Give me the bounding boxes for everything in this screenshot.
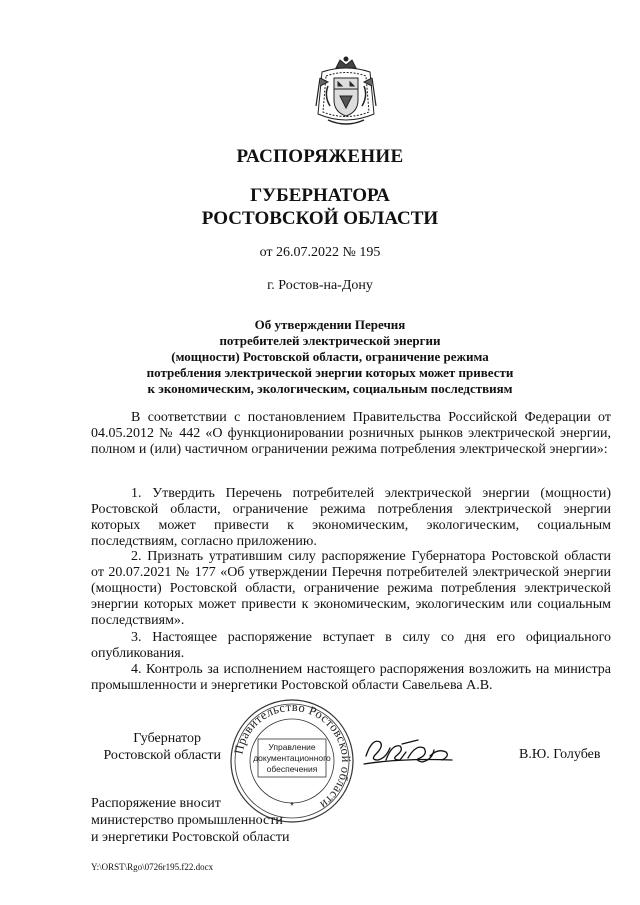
clause-1-paragraph: 1. Утвердить Перечень потребителей электрической энергии (мощности) Ростовской области, ограничение режима потребления электрической энергии которых может привести к экономическим, экологическим, социальным последствиям, согласно приложению. [91, 486, 611, 549]
seal-inner-line-3: обеспечения [266, 764, 318, 774]
signatory-position [91, 730, 221, 764]
document-subject [80, 317, 580, 397]
seal-outer-text: Правительство Ростовской области [231, 699, 354, 813]
clause-4-paragraph: 4. Контроль за исполнением настоящего распоряжения возложить на министра промышленности и энергетики Ростовской области Савельева А.В. [91, 662, 611, 693]
contributor-line-2: министерство промышленности [91, 813, 283, 828]
rostov-oblast-coat-of-arms-icon [314, 56, 378, 130]
preamble-paragraph: В соответствии с постановлением Правительства Российской Федерации от 04.05.2012 № 442 «О функционировании розничных рынков электрической энергии, полном и (или) частичном ограничении режима потребления электрической энергии»: [91, 410, 611, 457]
seal-inner-line-2: документационного [253, 753, 331, 763]
contributor-line-1: Распоряжение вносит [91, 796, 221, 811]
issuing-authority [0, 184, 640, 230]
document-type-title: РАСПОРЯЖЕНИЕ [236, 146, 404, 167]
signatory-name: В.Ю. Голубев [519, 747, 601, 762]
subject-line: (мощности) Ростовской области, ограничение режима [171, 349, 489, 364]
contributing-ministry [91, 795, 289, 846]
authority-line-2: РОСТОВСКОЙ ОБЛАСТИ [201, 208, 439, 229]
handwritten-signature [362, 730, 462, 770]
subject-line: Об утверждении Перечня [254, 317, 406, 332]
document-city: г. Ростов-на-Дону [267, 278, 373, 293]
signatory-position-line-2: Ростовской области [103, 748, 221, 763]
file-path: Y:\ORST\Rgo\0726r195.f22.docx [91, 862, 214, 872]
authority-line-1: ГУБЕРНАТОРА [250, 185, 390, 206]
subject-line: к экономическим, экологическим, социальным последствиям [147, 381, 513, 396]
subject-line: потребления электрической энергии которых может привести [146, 365, 514, 380]
seal-inner-line-1: Управление [268, 742, 316, 752]
document-date-number: от 26.07.2022 № 195 [259, 245, 381, 260]
contributor-line-3: и энергетики Ростовской области [91, 830, 290, 845]
seal-star: * [290, 801, 294, 812]
subject-line: потребителей электрической энергии [219, 333, 441, 348]
signatory-position-line-1: Губернатор [133, 731, 201, 746]
clause-2-paragraph: 2. Признать утратившим силу распоряжение Губернатора Ростовской области от 20.07.2021 № 177 «Об утверждении Перечня потребителей электрической энергии (мощности) Ростовской области, ограничение режима потребления электрической энергии которых может привести к экономическим, экологическим или социальным последствиям». [91, 549, 611, 628]
clause-3-paragraph: 3. Настоящее распоряжение вступает в силу со дня его официального опубликования. [91, 630, 611, 661]
